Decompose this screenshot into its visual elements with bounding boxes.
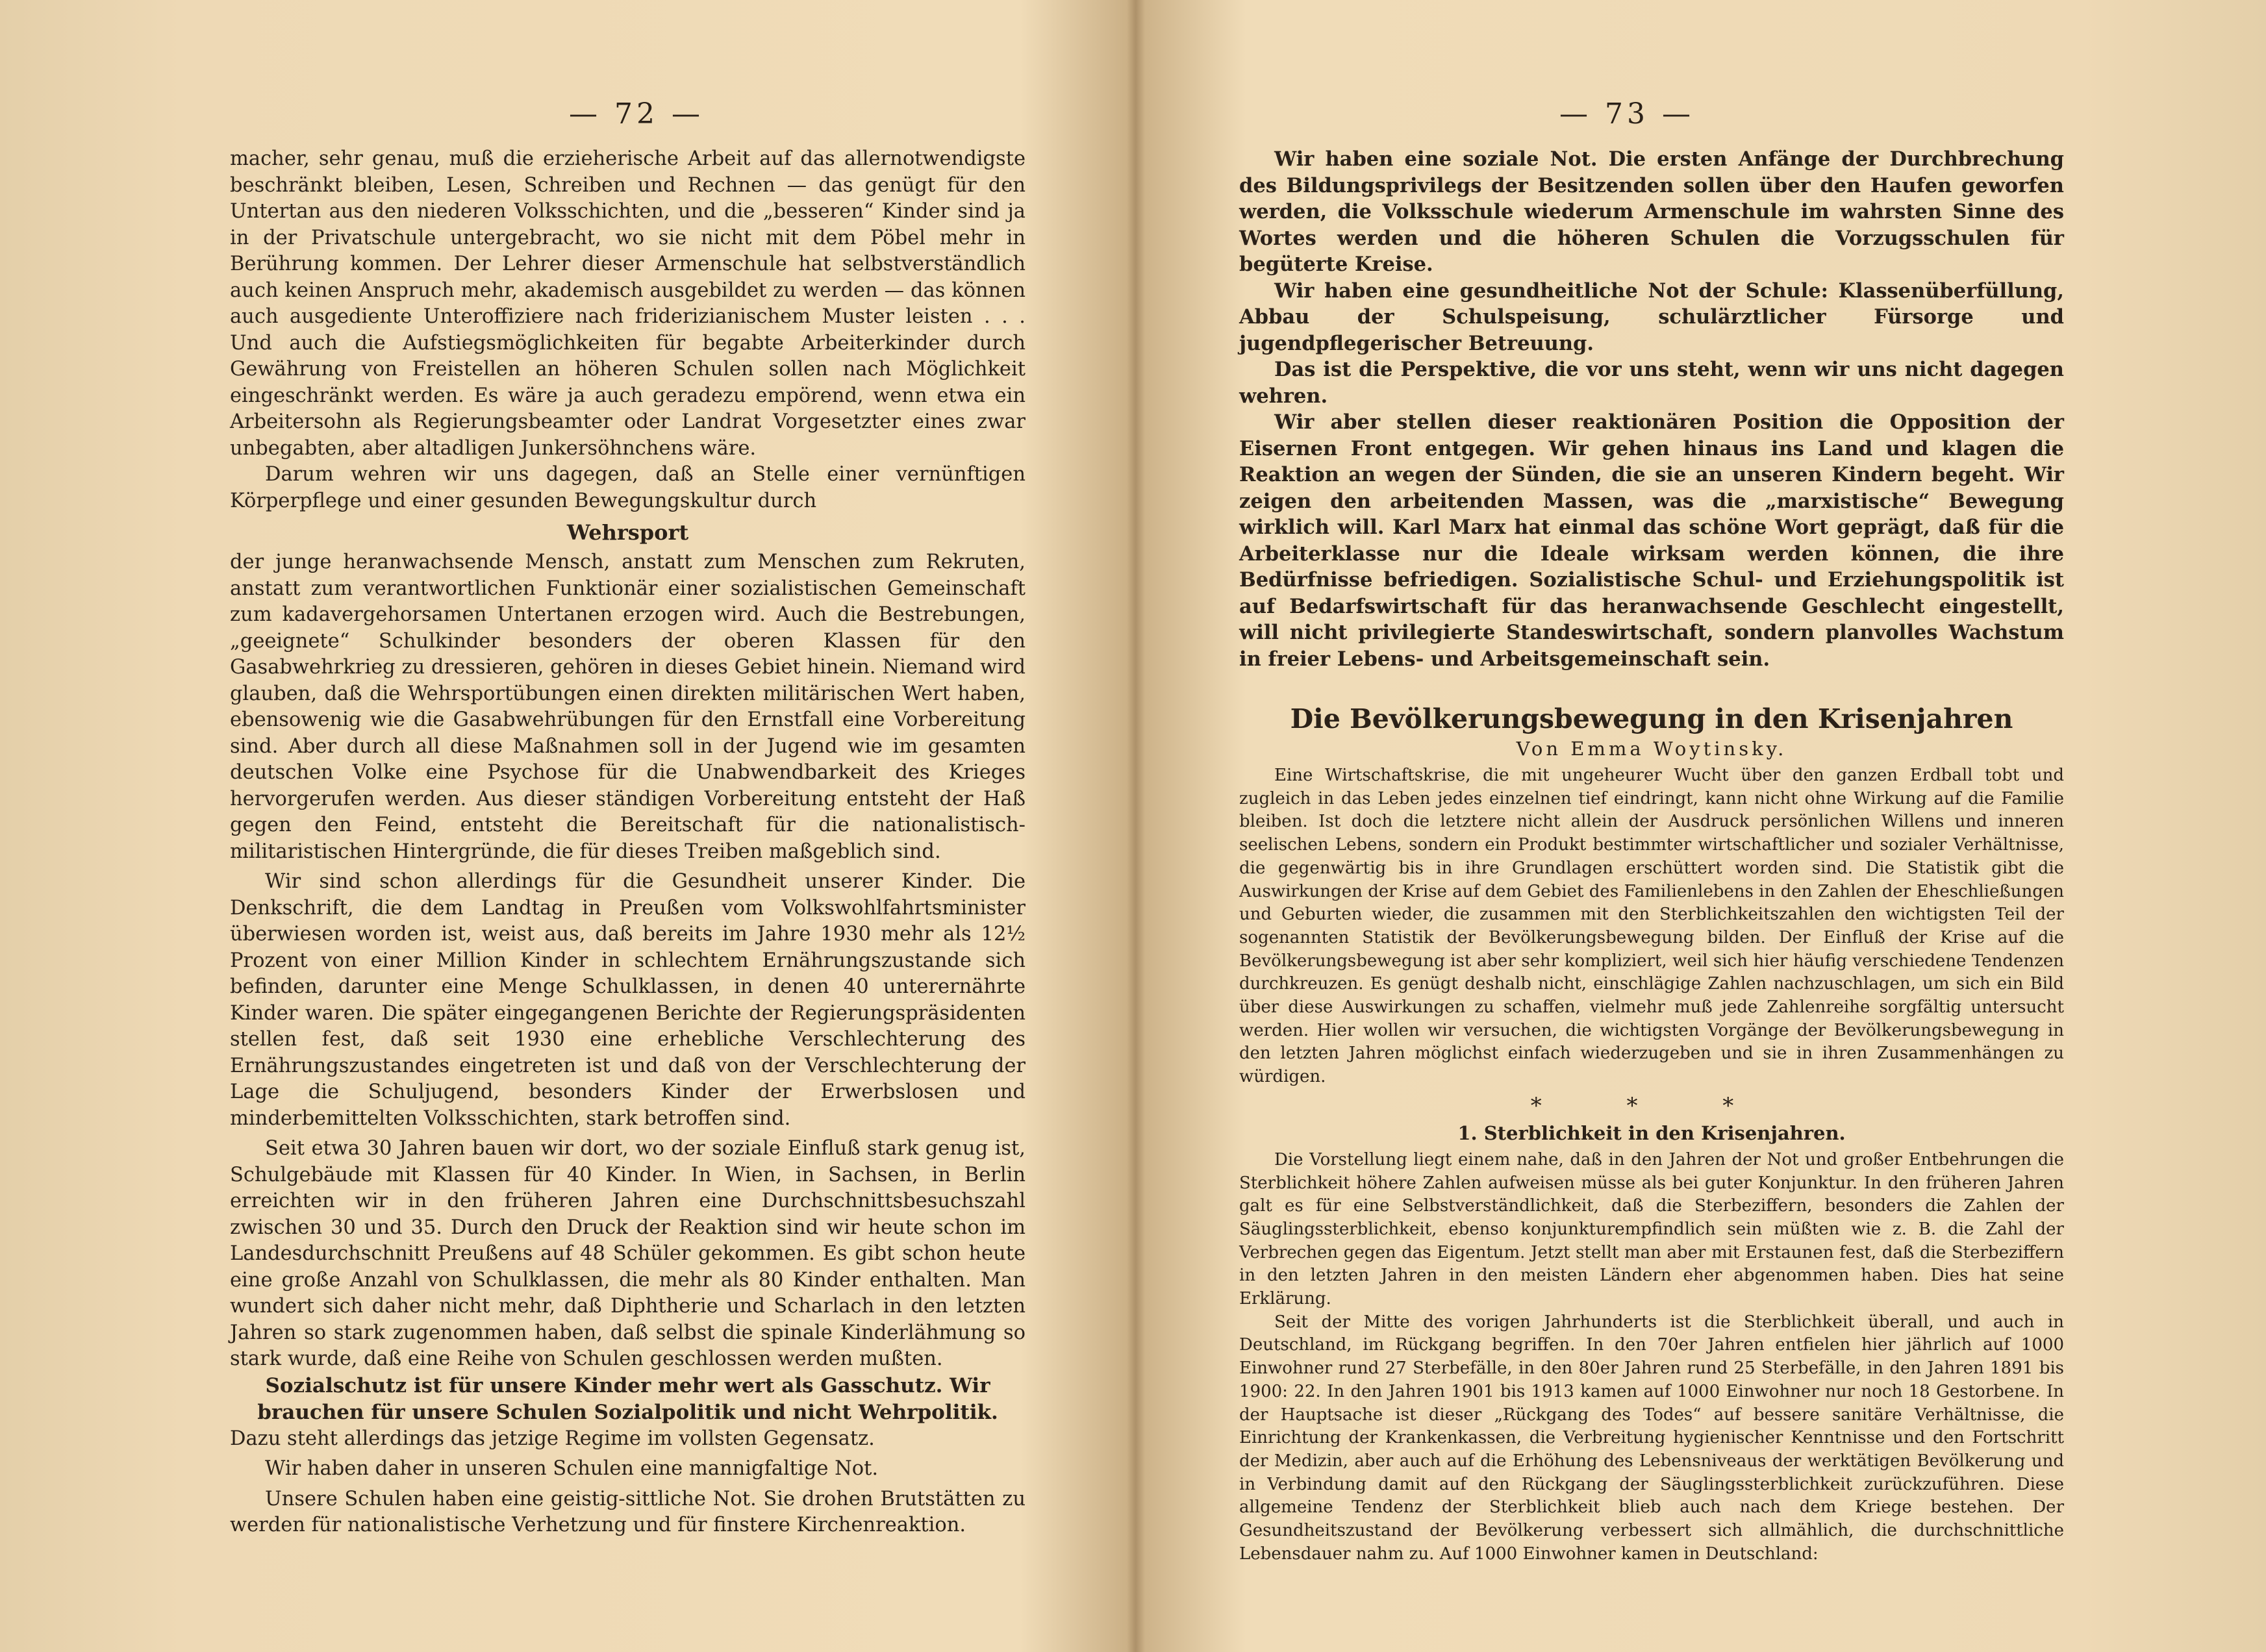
section-heading: Wehrsport [566, 520, 689, 545]
paragraph: macher, sehr genau, muß die erzieherische Arbeit auf das allernotwendigste beschränkt bleiben, Lesen, Schreiben und Rechnen — das genügt für den Untertan aus den niederen Volksschichten, und die „besseren“ Kinder sind ja in der Privatschule untergebracht, wo sie nicht mit dem Pöbel mehr in Berührung kommen. Der Lehrer dieser Armenschule hat selbstverständlich auch keinen Anspruch mehr, akademisch ausgebildet zu werden — das können auch ausgediente Unteroffiziere nach friderizianischem Muster leisten . . . Und auch die Aufstiegsmöglichkeiten für begabte Arbeiterkinder durch Gewährung von Freistellen an höheren Schulen sollen nach Möglichkeit eingeschränkt werden. Es wäre ja auch geradezu empörend, wenn etwa ein Arbeitersohn als Regierungsbeamter oder Landrat Vorgesetzter eines zwar unbegabten, aber altadligen Junkersöhnchens wäre. [230, 147, 1026, 460]
page-number: — 72 — [569, 97, 704, 131]
paragraph: Dazu steht allerdings das jetzige Regime im vollsten Gegensatz. [230, 1427, 875, 1450]
paragraph: Wir sind schon allerdings für die Gesundheit unserer Kinder. Die Denkschrift, die dem Landtag in Preußen vom Volkswohlfahrtsminister überwiesen worden ist, weist aus, daß bereits im Jahre 1930 mehr als 12½ Prozent von einer Million Kinder in schlechtem Ernährungszustande sich befinden, darunter eine Menge Schulklassen, in denen 40 unterernährte Kinder waren. Die später eingegangenen Berichte der Regierungspräsidenten stellen fest, daß seit 1930 eine erhebliche Verschlechterung des Ernährungszustandes eingetreten ist und daß von der Verschlechterung der Lage die Schuljugend, besonders Kinder der Erwerbslosen und minderbemittelten Volksschichten, stark betroffen sind. [230, 870, 1026, 1130]
paragraph: Unsere Schulen haben eine geistig-sittliche Not. Sie drohen Brutstätten zu werden für nationalistische Verhetzung und für finstere Kirchenreaktion. [230, 1487, 1026, 1536]
paragraph: Wir haben daher in unseren Schulen eine mannigfaltige Not. [265, 1457, 879, 1480]
bold-statement: Sozialschutz ist für unsere Kinder mehr wert als Gasschutz. Wir brauchen für unsere Schulen Sozialpolitik und nicht Wehrpolitik. [257, 1373, 998, 1424]
paragraph: Wir haben eine soziale Not. Die ersten Anfänge der Durchbrechung des Bildungsprivilegs der Besitzenden sollen über den Haufen geworfen werden, die Volksschule wiederum Armenschule im wahrsten Sinne des Wortes werden und die höheren Schulen die Vorzugsschulen für begüterte Kreise. [1239, 147, 2064, 276]
paragraph: Wir aber stellen dieser reaktionären Position die Opposition der Eisernen Front entgegen. Wir gehen hinaus ins Land und klagen die Reaktion an wegen der Sünden, die sie an unseren Kindern begeht. Wir zeigen den arbeitenden Massen, was die „marxistische“ Bewegung wirklich will. Karl Marx hat einmal das schöne Wort geprägt, daß für die Arbeiterklasse nur die Ideale wirksam werden können, die ihre Bedürfnisse befriedigen. Sozialistische Schul- und Erziehungspolitik ist auf Bedarfswirtschaft für das heranwachsende Geschlecht eingestellt, will nicht privilegierte Standeswirtschaft, sondern planvolles Wachstum in freier Lebens- und Arbeitsgemeinschaft sein. [1239, 410, 2064, 671]
paragraph: Eine Wirtschaftskrise, die mit ungeheurer Wucht über den ganzen Erdball tobt und zugleich in das Leben jedes einzelnen tief eindringt, kann nicht ohne Wirkung auf die Familie bleiben. Ist doch die letztere nicht allein der Ausdruck persönlichen Willens und inneren seelischen Lebens, sondern ein Produkt bestimmter wirtschaftlicher und sozialer Verhältnisse, die gegenwärtig bis in ihre Grundlagen erschüttert worden sind. Die Statistik gibt die Auswirkungen der Krise auf dem Gebiet des Familienlebens in den Zahlen der Eheschließungen und Geburten wieder, die zusammen mit den Sterblichkeitszahlen den wichtigsten Teil der sogenannten Statistik der Bevölkerungsbewegung bilden. Der Einfluß der Krise auf die Bevölkerungsbewegung ist aber sehr kompliziert, weil sich hier häufig verschiedene Tendenzen durchkreuzen. Es genügt deshalb nicht, einschlägige Zahlen nachzuschlagen, um sich ein Bild über diese Auswirkungen zu schaffen, vielmehr muß jede Zahlenreihe sorgfältig untersucht werden. Hier wollen wir versuchen, die wichtigsten Vorgänge der Bevölkerungsbewegung in den letzten Jahren möglichst einfach wiederzugeben und sie in ihren Zusammenhängen zu würdigen. [1239, 766, 2064, 1087]
paragraph: Das ist die Perspektive, die vor uns steht, wenn wir uns nicht dagegen wehren. [1239, 358, 2064, 408]
text-column [230, 146, 1026, 1539]
text-column [1239, 146, 2064, 1566]
page-number: — 73 — [1559, 97, 1694, 131]
paragraph: Seit der Mitte des vorigen Jahrhunderts ist die Sterblichkeit überall, und auch in Deutschland, im Rückgang begriffen. In den 70er Jahren entfielen hier jährlich auf 1000 Einwohner rund 27 Sterbefälle, in den 80er Jahren rund 25 Sterbefälle, in den Jahren 1891 bis 1900: 22. In den Jahren 1901 bis 1913 kamen auf 1000 Einwohner nur noch 18 Gestorbene. In der Hauptsache ist dieser „Rückgang des Todes“ auf bessere sanitäre Verhältnisse, die Einrichtung der Krankenkassen, die Verbreitung hygienischer Kenntnisse und den Fortschritt der Medizin, aber auch auf die Erhöhung des Lebensniveaus der werktätigen Bevölkerung und in Verbindung damit auf den Rückgang der Säuglingssterblichkeit zurückzuführen. Diese allgemeine Tendenz der Sterblichkeit blieb auch nach dem Kriege bestehen. Der Gesundheitszustand der Bevölkerung verbessert sich allmählich, die durchschnittliche Lebensdauer nahm zu. Auf 1000 Einwohner kamen in Deutschland: [1239, 1312, 2064, 1564]
paragraph: Wir haben eine gesundheitliche Not der Schule: Klassenüberfüllung, Abbau der Schulspeisung, schulärztlicher Fürsorge und jugendpflegerischer Betreuung. [1239, 279, 2064, 355]
paragraph: Die Vorstellung liegt einem nahe, daß in den Jahren der Not und großer Entbehrungen die Sterblichkeit höhere Zahlen aufweisen müsse als bei guter Konjunktur. In den früheren Jahren galt es für eine Selbstverständlichkeit, daß die Sterbeziffern, besonders die Zahlen der Säuglingssterblichkeit, ebenso konjunkturempfindlich sein müßten wie z. B. die Zahl der Verbrechen gegen das Eigentum. Jetzt stellt man aber mit Erstaunen fest, daß die Sterbeziffern in den letzten Jahren in den meisten Ländern eher abgenommen haben. Dies hat seine Erklärung. [1239, 1149, 2064, 1309]
section-heading: 1. Sterblichkeit in den Krisenjahren. [1457, 1121, 1846, 1144]
paragraph: Seit etwa 30 Jahren bauen wir dort, wo der soziale Einfluß stark genug ist, Schulgebäude mit Klassen für 40 Kinder. In Wien, in Sachsen, in Berlin erreichten wir in den früheren Jahren eine Durchschnittsbesuchszahl zwischen 30 und 35. Durch den Druck der Reaktion sind wir heute schon im Landesdurchschnitt Preußens auf 48 Schüler gekommen. Es gibt schon heute eine große Anzahl von Schulklassen, die mehr als 80 Kinder enthalten. Man wundert sich daher nicht mehr, daß Diphtherie und Scharlach in den letzten Jahren so stark zugenommen haben, daß selbst die spinale Kinderlähmung so stark wurde, daß eine Reihe von Schulen geschlossen werden mußten. [230, 1137, 1026, 1370]
article-body [1239, 764, 2064, 1566]
paragraph: der junge heranwachsende Mensch, anstatt zum Menschen zum Rekruten, anstatt zum verantwortlichen Funktionär einer sozialistischen Gemeinschaft zum kadavergehorsamen Untertanen erzogen wird. Auch die Bestrebungen, „geeignete“ Schulkinder besonders der oberen Klassen für den Gasabwehrkrieg zu dressieren, gehören in dieses Gebiet hinein. Niemand wird glauben, daß die Wehrsportübungen einen direkten militärischen Wert haben, ebensowenig wie die Gasabwehrübungen für den Ernstfall eine Vorbereitung sind. Aber durch all diese Maßnahmen soll in der Jugend wie im gesamten deutschen Volke eine Psychose für die Unabwendbarkeit des Krieges hervorgerufen werden. Aus dieser ständigen Vorbereitung entsteht der Haß gegen den Feind, entsteht die Bereitschaft für die nationalistisch-militaristischen Hintergründe, die für dieses Treiben maßgeblich sind. [230, 551, 1026, 863]
article-title: Die Bevölkerungsbewegung in den Krisenjahren [1290, 703, 2013, 734]
article-author: Von Emma Woytinsky. [1516, 738, 1787, 760]
paragraph: Darum wehren wir uns dagegen, daß an Stelle einer vernünftigen Körperpflege und einer gesunden Bewegungskultur durch [230, 463, 1026, 512]
right-page [1143, 0, 2266, 1652]
section-separator: * * * [1530, 1092, 1773, 1119]
